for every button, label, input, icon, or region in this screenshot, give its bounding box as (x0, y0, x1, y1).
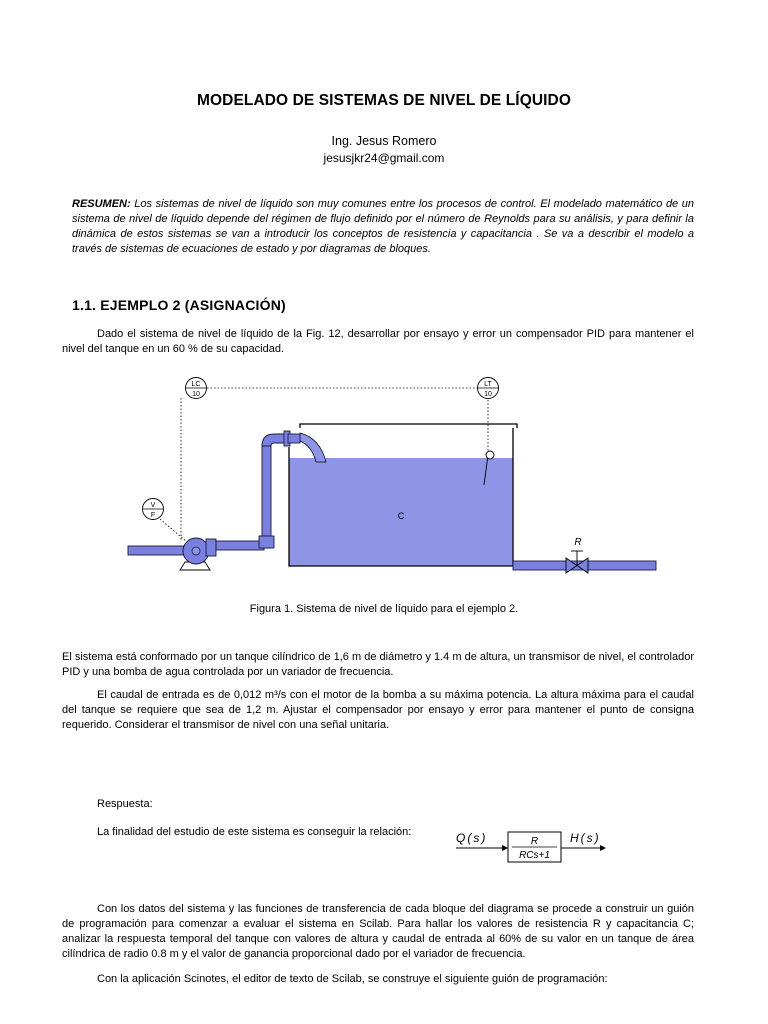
respuesta-label: Respuesta: (97, 798, 153, 810)
paragraph-scinotes: Con la aplicación Scinotes, el editor de texto de Scilab, se construye el siguiente guión de programación: (97, 973, 608, 985)
pump-icon (180, 538, 216, 570)
lt-tag: LT (484, 381, 492, 388)
inflow-stream (300, 433, 326, 462)
tf-denominator: RCs+1 (519, 850, 550, 861)
tank-label: C (397, 511, 405, 521)
paper-title: MODELADO DE SISTEMAS DE NIVEL DE LÍQUIDO (196, 92, 572, 109)
figure-caption: Figura 1. Sistema de nivel de líquido para el ejemplo 2. (249, 603, 519, 615)
valve-label: R (574, 537, 582, 548)
level-controller-symbol (186, 378, 207, 399)
paragraph-relation: La finalidad del estudio de este sistema es conseguir la relación: (97, 826, 412, 838)
block-output-label: H(s) (570, 831, 601, 845)
author-email: jesusjkr24@gmail.com (323, 151, 445, 165)
level-transmitter-symbol (478, 378, 499, 399)
level-float (486, 451, 494, 459)
paragraph-problem: Dado el sistema de nivel de líquido de la Fig. 12, desarrollar por ensayo y error un compensador PID para mantener el nivel del tanque en un 60 % de su capacidad. (62, 328, 694, 355)
discharge-pipe (216, 541, 264, 550)
lc-number: 10 (192, 391, 200, 398)
outlet-nozzle (288, 434, 300, 443)
section-heading: 1.1. EJEMPLO 2 (ASIGNACIÓN) (72, 297, 286, 313)
vf-tag: V (150, 502, 156, 509)
paragraph-conditions: El caudal de entrada es de 0,012 m³/s con el motor de la bomba a su máxima potencia. La altura máxima para el caudal del tanque se requiere que sea de 1,2 m. Ajustar el compensador por ensayo y error para mantener el punto de consigna requerido. Considerar el transmisor de nivel con una señal unitaria. (62, 689, 694, 731)
tf-numerator: R (530, 836, 539, 847)
paragraph-system: El sistema está conformado por un tanque cilíndrico de 1,6 m de diámetro y 1.4 m de altura, un transmisor de nivel, el controlador PID y una bomba de agua controlada por un variador de frecuencia. (62, 651, 694, 678)
lt-number: 10 (484, 391, 492, 398)
lc-tag: LC (191, 381, 201, 388)
block-diagram (450, 826, 610, 866)
inlet-pipe (128, 546, 188, 555)
abstract-text: Los sistemas de nivel de líquido son muy comunes entre los procesos de control. El modelado matemático de un sistema de nivel de líquido depende del régimen de flujo definido por el número de Reynolds para su análisis, y para definir la dinámica de estos sistemas se van a introducir los conceptos de resistencia y capacitancia . Se va a describir el modelo a través de sistemas de ecuaciones de estado y por diagramas de bloques. (72, 198, 694, 255)
liquid-level-figure (100, 372, 680, 577)
vf-letter: F (150, 512, 156, 519)
paragraph-procedure: Con los datos del sistema y las funciones de transferencia de cada bloque del diagrama se procede a construir un guión de programación para comenzar a evaluar el sistema en Scilab. Para hallar los valores de resistencia R y capacitancia C; analizar la respuesta temporal del tanque con valores de altura y caudal de entrada al 60% de su valor en un tanque de área cilíndrica de radio 0.8 m y el valor de ganancia proporcional dado por el variador de frecuencia. (62, 903, 694, 960)
block-input-label: Q(s) (456, 831, 488, 845)
abstract-label: RESUMEN: (72, 198, 131, 210)
author-name: Ing. Jesus Romero (331, 134, 437, 148)
abstract (72, 197, 694, 257)
riser-pipe (262, 444, 271, 548)
frequency-drive-symbol (143, 499, 164, 520)
